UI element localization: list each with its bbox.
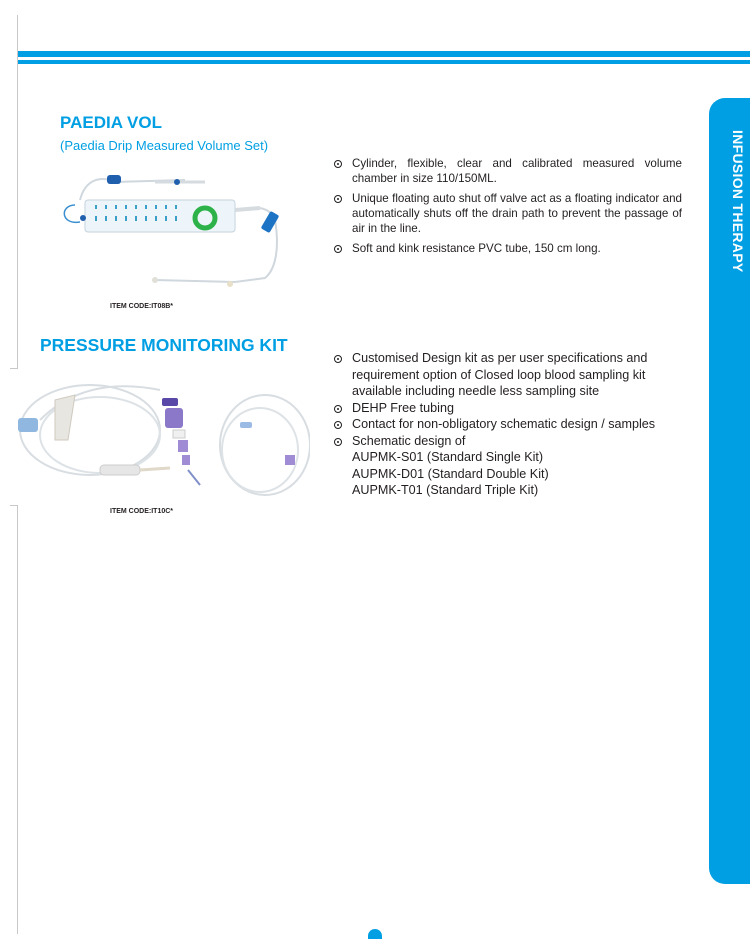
feature-item: Schematic design of AUPMK-S01 (Standard Single Kit) AUPMK-D01 (Standard Double Kit) AUPMK-T01 (Standard Triple Kit)	[334, 433, 684, 499]
schematic-variant: AUPMK-T01 (Standard Triple Kit)	[352, 483, 539, 497]
feature-item: Soft and kink resistance PVC tube, 150 cm long.	[334, 241, 682, 256]
feature-item: DEHP Free tubing	[334, 400, 684, 417]
product-title: PAEDIA VOL	[60, 113, 163, 132]
schematic-variant: AUPMK-D01 (Standard Double Kit)	[352, 466, 549, 481]
section-side-tab-label: INFUSION THERAPY	[730, 130, 746, 273]
circle-bullet-icon	[334, 438, 342, 446]
feature-item: Contact for non-obligatory schematic design / samples	[334, 416, 684, 433]
circle-bullet-icon	[334, 405, 342, 413]
circle-bullet-icon	[334, 421, 342, 429]
item-code: ITEM CODE:IT08B*	[110, 303, 174, 310]
feature-item: Customised Design kit as per user specifications and requirement option of Closed loop blood sampling kit available including needle less sampling site	[334, 350, 684, 400]
header-band-thin	[18, 60, 750, 64]
page-number-marker	[368, 929, 382, 939]
paedia-vol-product-image	[55, 160, 285, 290]
circle-bullet-icon	[334, 245, 342, 253]
product-title: PRESSURE MONITORING KIT	[40, 335, 288, 355]
feature-item: Cylinder, flexible, clear and calibrated measured volume chamber in size 110/150ML.	[334, 156, 682, 186]
feature-item: Unique floating auto shut off valve act as a floating indicator and automatically shuts off the drain path to prevent the passage of air in the line.	[334, 191, 682, 236]
feature-list	[334, 350, 684, 499]
header-band	[18, 51, 750, 57]
schematic-variants	[352, 449, 684, 499]
circle-bullet-icon	[334, 355, 342, 363]
product-subtitle: (Paedia Drip Measured Volume Set)	[60, 138, 269, 153]
item-code: ITEM CODE:IT10C*	[110, 508, 174, 515]
pressure-monitoring-kit-product-image	[10, 360, 310, 505]
schematic-variant: AUPMK-S01 (Standard Single Kit)	[352, 450, 544, 464]
circle-bullet-icon	[334, 195, 342, 203]
page-margin-line	[17, 505, 18, 934]
feature-list	[334, 156, 682, 261]
circle-bullet-icon	[334, 160, 342, 168]
page-margin-line	[17, 15, 18, 369]
